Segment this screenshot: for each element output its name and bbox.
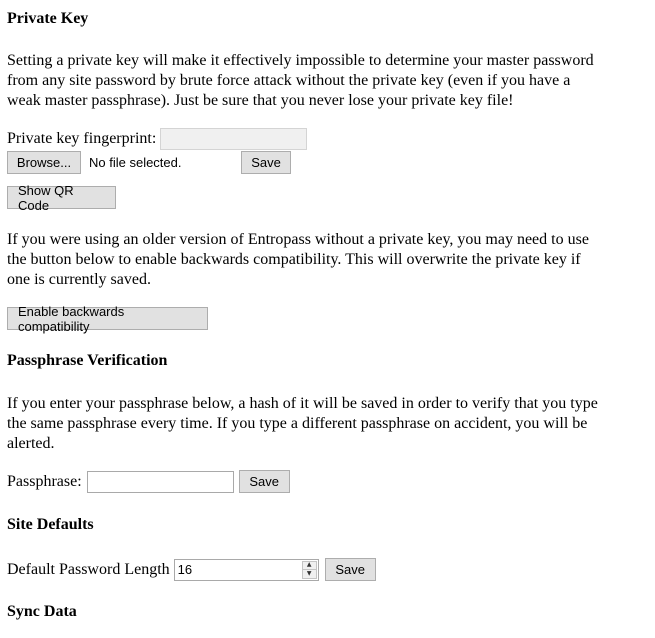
sync-data-heading: Sync Data — [7, 603, 77, 620]
fingerprint-row — [7, 128, 307, 150]
passphrase-verification-heading: Passphrase Verification — [7, 352, 168, 369]
compat-row — [7, 303, 208, 334]
fingerprint-label: Private key fingerprint: — [7, 130, 157, 147]
qr-row — [7, 182, 116, 213]
fingerprint-field — [160, 128, 307, 150]
compat-description: If you were using an older version of Entropass without a private key, you may need to use the button below to enable backwards compatibility. This will overwrite the private key if one is currently saved. — [7, 231, 589, 288]
passphrase-row — [7, 470, 290, 493]
increment-arrow-icon[interactable]: ▲ — [306, 561, 312, 569]
browse-button[interactable]: Browse... — [7, 151, 81, 174]
passphrase-verification-description: If you enter your passphrase below, a hash of it will be saved in order to verify that you type the same passphrase every time. If you type a different passphrase on accident, you will be alerted. — [7, 395, 598, 452]
show-qr-code-button[interactable]: Show QR Code — [7, 186, 116, 209]
file-row — [7, 151, 291, 174]
site-defaults-heading: Site Defaults — [7, 516, 94, 533]
private-key-save-button[interactable]: Save — [241, 151, 291, 174]
password-length-value: 16 — [177, 562, 193, 577]
passphrase-input[interactable] — [87, 471, 234, 493]
password-length-row — [7, 558, 376, 581]
stepper-arrows[interactable] — [302, 561, 317, 579]
private-key-description: Setting a private key will make it effectively impossible to determine your master password from any site password by brute force attack without the private key (even if you have a weak master passphrase). Just be sure that you never lose your private key file! — [7, 52, 594, 109]
password-length-label: Default Password Length — [7, 560, 170, 578]
site-defaults-save-button[interactable]: Save — [325, 558, 376, 581]
file-status-text: No file selected. — [89, 155, 182, 170]
decrement-arrow-icon[interactable]: ▼ — [303, 569, 316, 578]
passphrase-save-button[interactable]: Save — [239, 470, 290, 493]
password-length-stepper[interactable] — [174, 559, 319, 581]
private-key-heading: Private Key — [7, 10, 89, 27]
passphrase-label: Passphrase: — [7, 472, 82, 490]
enable-backwards-compatibility-button[interactable]: Enable backwards compatibility — [7, 307, 208, 330]
